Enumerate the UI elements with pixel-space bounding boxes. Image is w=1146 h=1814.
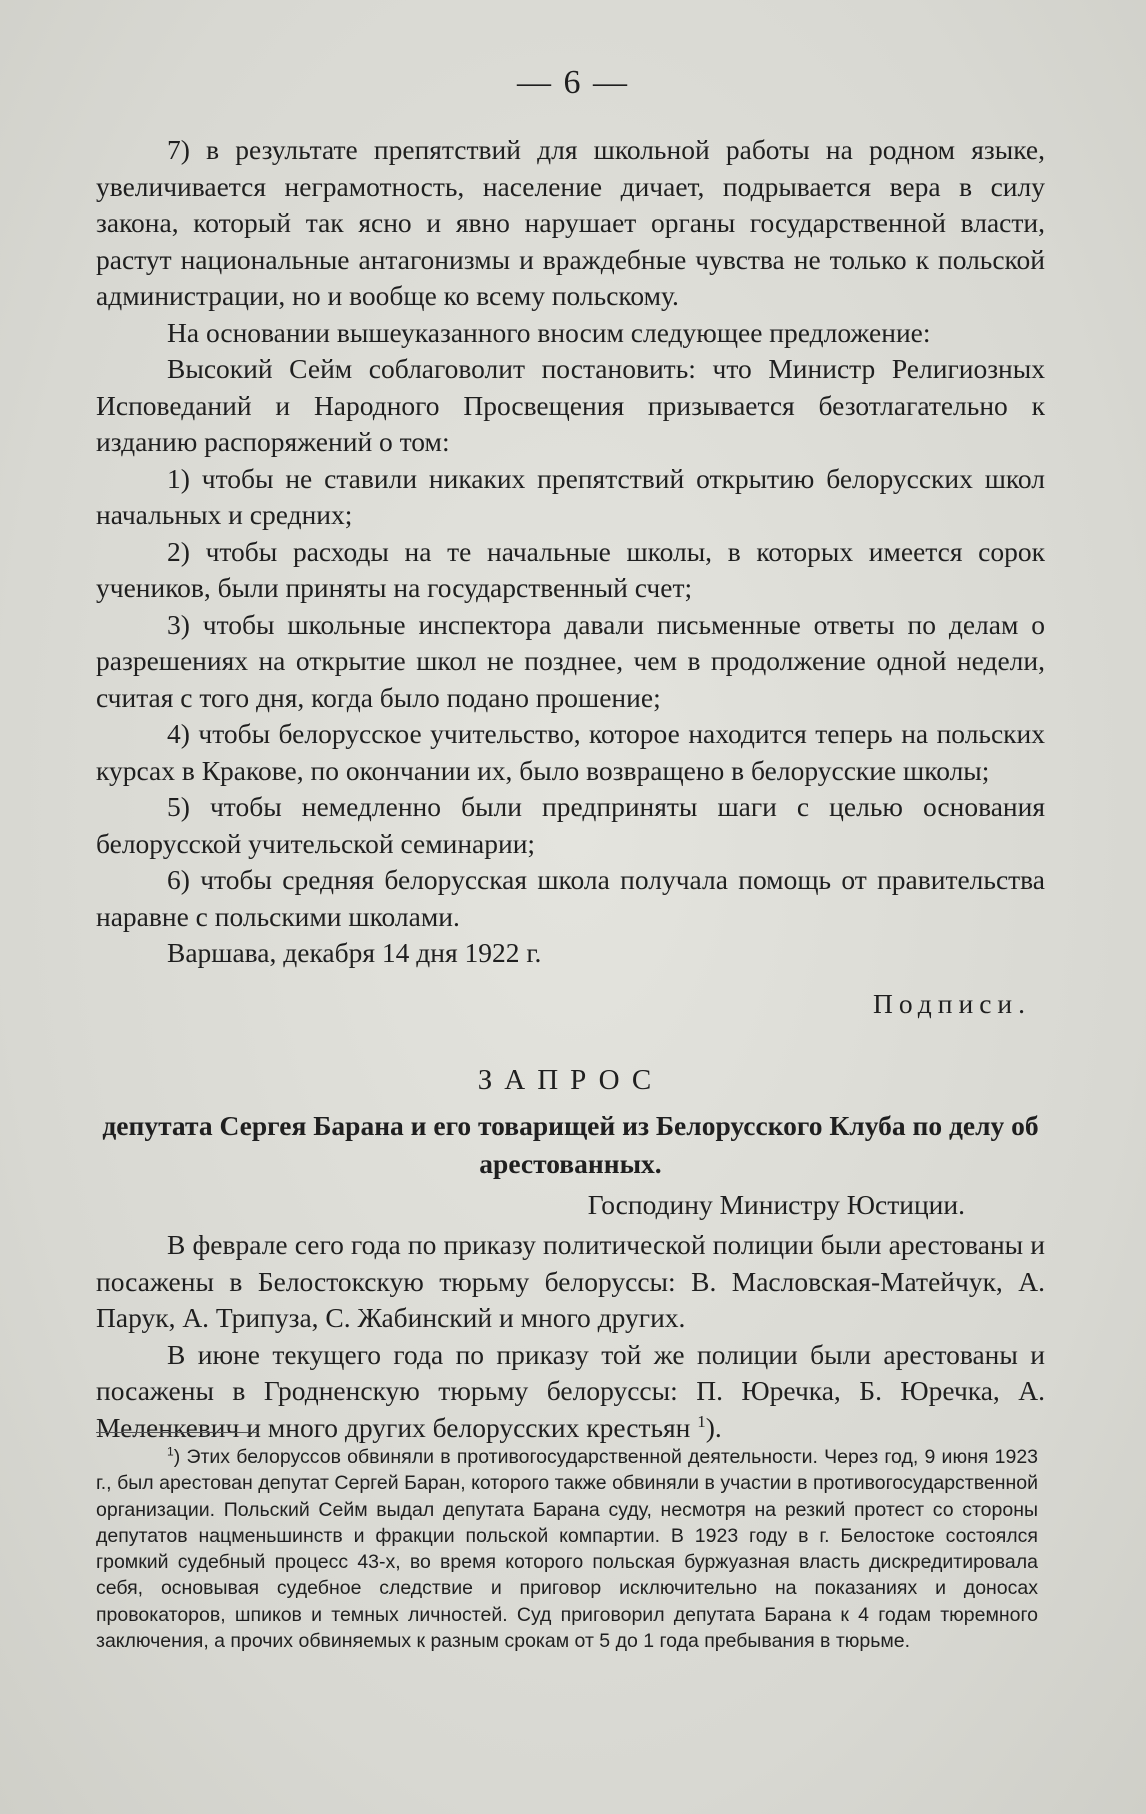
paragraph-sejm-resolution: Высокий Сейм соблаговолит постановить: что Министр Религиозных Исповеданий и Народного Просвещения призывается безотлагательно к изданию распоряжений о том: (96, 353, 1045, 457)
paragraph-point-7: 7) в результате препятствий для школьной работы на родном языке, увеличивается неграмотность, население дичает, подрывается вера в силу закона, который так ясно и явно нарушает органы государственной власти, растут национальные антагонизмы и враждебные чувства не только к польской администрации, но и вообще ко всему польскому. (96, 134, 1045, 311)
zapros-paragraph-2-end: ). (705, 1411, 722, 1443)
footnote-marker: 1 (167, 1444, 174, 1459)
demand-item-4: 4) чтобы белорусское учительство, которое находится теперь на польских курсах в Кракове, по окончании их, было возвращено в белорусские школы; (96, 718, 1045, 786)
zapros-heading: ЗАПРОС (477, 1064, 664, 1096)
place-date-line: Варшава, декабря 14 дня 1922 г. (167, 937, 542, 968)
zapros-paragraph-2 (96, 1337, 1045, 1447)
zapros-paragraph-2-text: В июне текущего года по приказу той же полиции были арестованы и посажены в Гродненскую тюрьму белоруссы: П. Юречка, Б. Юречка, А. Меленкевич и много других белорусских крестьян (96, 1338, 1045, 1443)
demand-item-6: 6) чтобы средняя белорусская школа получала помощь от правительства наравне с польскими школами. (96, 864, 1045, 932)
zapros-addressee: Господину Министру Юстиции. (587, 1188, 965, 1220)
demand-item-2: 2) чтобы расходы на те начальные школы, в которых имеется сорок учеников, были приняты на государственный счет; (96, 535, 1045, 603)
footnote-text: Этих белоруссов обвиняли в противогосударственной деятельности. Через год, 9 июня 1923 г., был арестован депутат Сергей Баран, которого также обвиняли в участии в противогосударственной организации. Польский Сейм выдал депутата Барана суду, несмотря на резкий протест со стороны депутатов нацменьшинств и фракции польской компартии. В 1923 году в г. Белостоке состоялся громкий судебный процесс 43-х, во время которого польская буржуазная власть дискредитировала себя, основывая судебное следствие и приговор исключительно на показаниях и доносах провокаторов, шпиков и темных личностей. Суд приговорил депутата Барана к 4 годам тюремного заключения, а прочих обвиняемых к разным срокам от 5 до 1 года пребывания в тюрьме. (96, 1446, 1039, 1653)
footnote-reference: 1 (697, 1411, 706, 1431)
demand-item-3: 3) чтобы школьные инспектора давали письменные ответы по делам о разрешениях на открытие школ не позднее, чем в продолжение одной недели, считая с того дня, когда было подано прошение; (96, 608, 1045, 713)
footnote-marker-close: ) (173, 1446, 181, 1468)
zapros-subheading: депутата Сергея Барана и его товарищей из Белорусского Клуба по делу об арестованных. (102, 1109, 1039, 1179)
main-text (96, 132, 1045, 1446)
demand-item-5: 5) чтобы немедленно были предприняты шаги с целью основания белорусской учительской семинарии; (96, 791, 1045, 859)
paragraph-proposal-intro: На основании вышеуказанного вносим следующее предложение: (167, 316, 931, 348)
footnote-divider (96, 1432, 258, 1433)
page-number: — 6 — (517, 64, 629, 101)
zapros-paragraph-1: В феврале сего года по приказу политической полиции были арестованы и посажены в Белостокскую тюрьму белоруссы: В. Масловская-Матейчук, А. Парук, А. Трипуза, С. Жабинский и много других. (96, 1229, 1045, 1333)
footnote (96, 1444, 1038, 1654)
signatures-line: Подписи. (872, 987, 1031, 1019)
demand-item-1: 1) чтобы не ставили никаких препятствий открытию белорусских школ начальных и средних; (96, 462, 1045, 530)
